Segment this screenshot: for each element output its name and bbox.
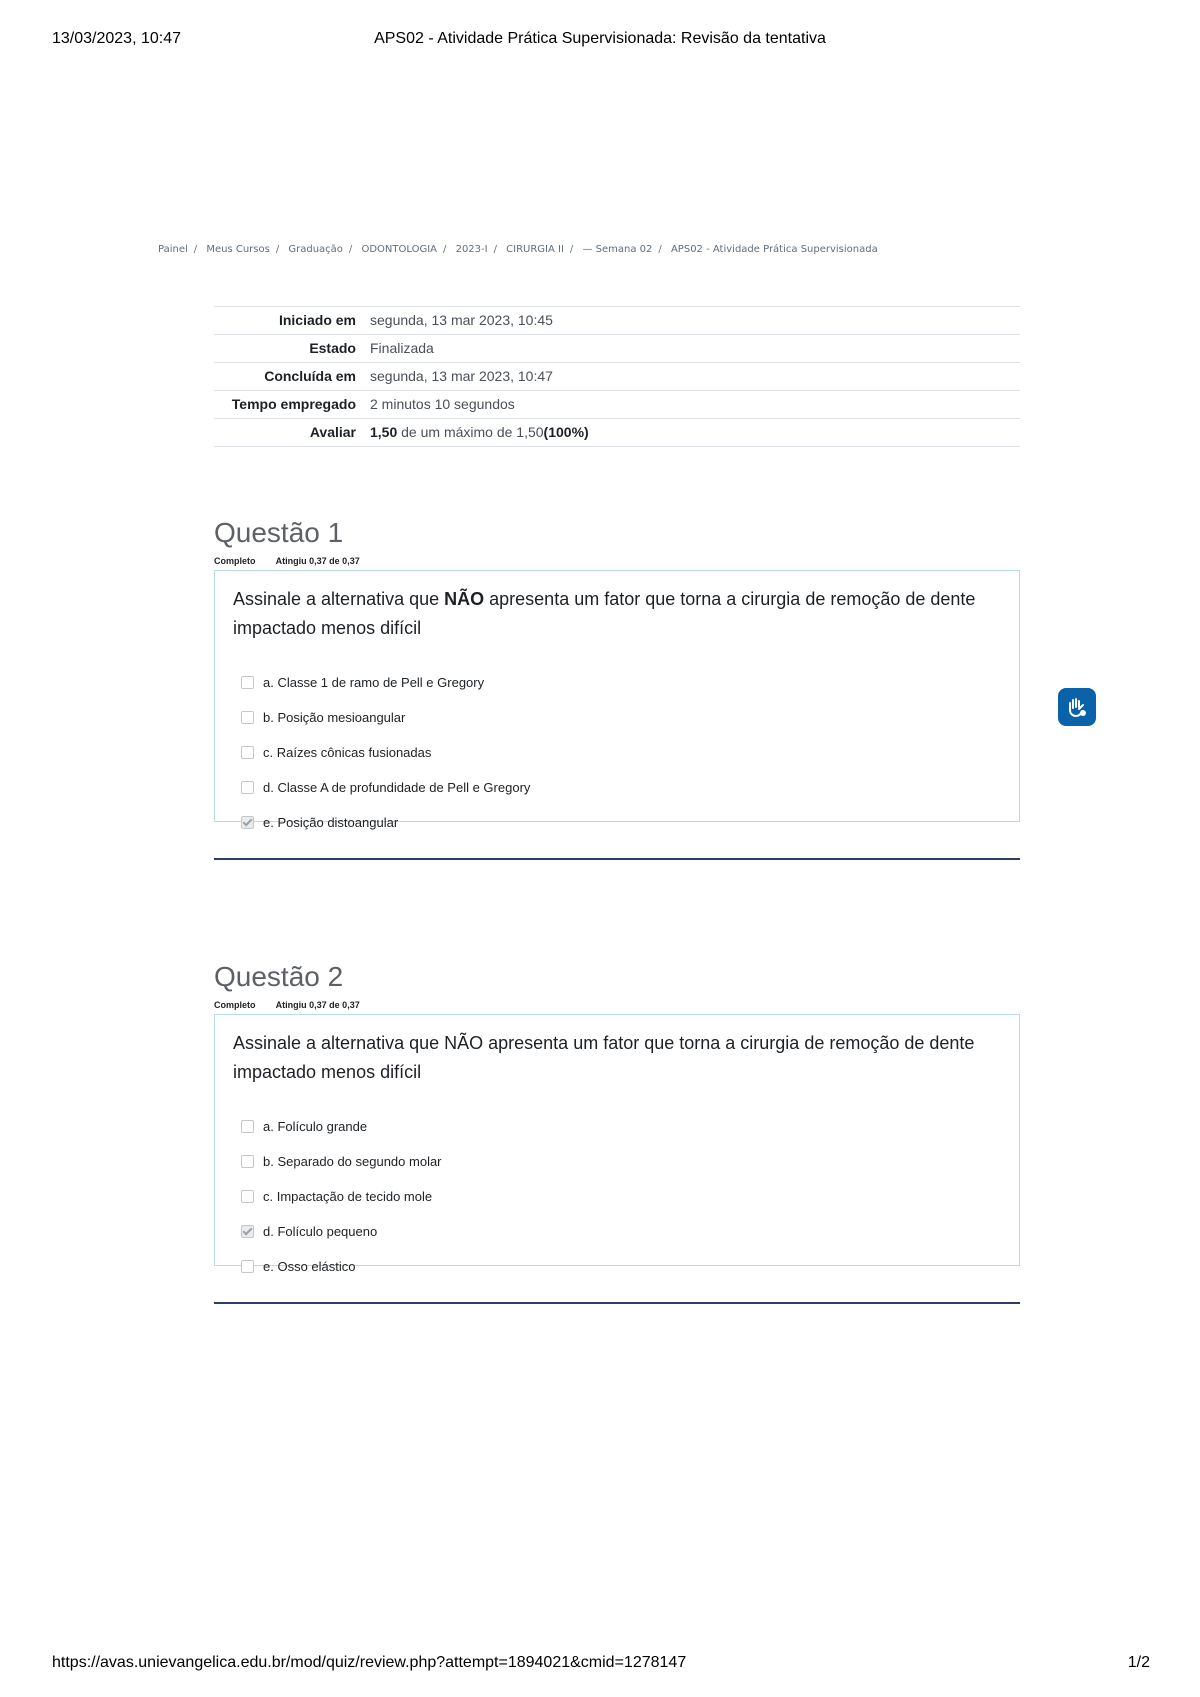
answer-option-e[interactable] — [233, 805, 1001, 840]
breadcrumb-painel[interactable]: Painel — [158, 244, 188, 255]
summary-value: 2 minutos 10 segundos — [370, 396, 515, 412]
question-text — [233, 585, 1001, 643]
print-footer — [0, 1654, 1200, 1676]
breadcrumb-separator: / — [443, 244, 447, 255]
answer-option-c[interactable] — [233, 735, 1001, 770]
answer-option-d[interactable] — [233, 1214, 1001, 1249]
print-title: APS02 - Atividade Prática Supervisionada: Revisão da tentativa — [374, 30, 826, 47]
question-divider — [214, 858, 1020, 860]
print-header — [0, 30, 1200, 52]
checkbox[interactable] — [241, 1260, 254, 1273]
checkbox[interactable] — [241, 1120, 254, 1133]
sign-language-hands-icon — [1064, 694, 1090, 720]
question-text-emphasis: NÃO — [444, 589, 485, 609]
answer-option-label: e. Osso elástico — [263, 1259, 356, 1274]
summary-label: Tempo empregado — [231, 396, 356, 412]
summary-label: Avaliar — [309, 424, 356, 440]
summary-row — [214, 335, 1020, 363]
question-status: Completo — [214, 1000, 256, 1010]
checkbox[interactable] — [241, 676, 254, 689]
answer-option-c[interactable] — [233, 1179, 1001, 1214]
answer-option-label: c. Impactação de tecido mole — [263, 1189, 433, 1204]
question-text-part: Assinale a alternativa que — [233, 589, 445, 609]
answer-option-d[interactable] — [233, 770, 1001, 805]
print-date: 13/03/2023, 10:47 — [52, 30, 182, 47]
summary-row — [214, 307, 1020, 335]
question-text-part: Assinale a alternativa que NÃO apresenta um fator que torna a cirurgia de remoção de dente impactado menos difícil — [233, 1033, 975, 1082]
summary-row — [214, 363, 1020, 391]
page-number: 1/2 — [1127, 1654, 1150, 1671]
grade-percent: (100%) — [543, 424, 589, 440]
breadcrumb-separator: / — [493, 244, 497, 255]
answer-option-b[interactable] — [233, 700, 1001, 735]
checkbox[interactable] — [241, 1190, 254, 1203]
summary-row — [214, 419, 1020, 447]
summary-label: Concluída em — [264, 368, 356, 384]
question-mark: Atingiu 0,37 de 0,37 — [275, 556, 360, 566]
breadcrumb-separator: / — [348, 244, 353, 255]
question-content-box — [214, 570, 1020, 830]
summary-row — [214, 391, 1020, 419]
breadcrumb-semester[interactable]: 2023-I — [455, 244, 488, 255]
grade-score: 1,50 — [370, 424, 398, 440]
attempt-summary-table — [214, 306, 1020, 447]
page-url: https://avas.unievangelica.edu.br/mod/quiz/review.php?attempt=1894021&cmid=1278147 — [52, 1654, 687, 1671]
breadcrumb-activity[interactable]: APS02 - Atividade Prática Supervisionada — [670, 244, 878, 255]
summary-label: Estado — [309, 340, 356, 356]
breadcrumb-separator: / — [658, 244, 662, 255]
answer-option-a[interactable] — [233, 1109, 1001, 1144]
summary-value: Finalizada — [370, 340, 434, 356]
grade-value — [370, 419, 1020, 447]
answer-option-a[interactable] — [233, 665, 1001, 700]
answer-option-e[interactable] — [233, 1249, 1001, 1284]
question-mark: Atingiu 0,37 de 0,37 — [275, 1000, 360, 1010]
question-title: Questão 2 — [214, 961, 344, 992]
answer-option-label: c. Raízes cônicas fusionadas — [263, 745, 432, 760]
question-1 — [214, 516, 1020, 860]
breadcrumb-separator: / — [193, 244, 198, 255]
breadcrumb-separator: / — [569, 244, 574, 255]
breadcrumb-course[interactable]: CIRURGIA II — [506, 244, 564, 255]
question-info — [214, 1000, 1020, 1010]
answer-option-label: b. Separado do segundo molar — [263, 1154, 442, 1169]
breadcrumb-week[interactable]: — Semana 02 — [582, 244, 653, 255]
summary-label: Iniciado em — [278, 312, 356, 328]
answer-option-label: a. Folículo grande — [263, 1119, 368, 1134]
question-status: Completo — [214, 556, 256, 566]
breadcrumb-odontologia[interactable]: ODONTOLOGIA — [361, 244, 438, 255]
question-2 — [214, 960, 1020, 1304]
answer-option-label: e. Posição distoangular — [263, 815, 399, 830]
question-divider — [214, 1302, 1020, 1304]
answer-option-label: d. Classe A de profundidade de Pell e Gregory — [263, 780, 531, 795]
checkbox[interactable] — [241, 711, 254, 724]
question-info — [214, 556, 1020, 566]
question-text-part: apresenta um fator que torna a cirurgia de remoção de dente impactado menos difícil — [233, 589, 976, 638]
breadcrumb-separator: / — [275, 244, 280, 255]
checkbox[interactable] — [241, 1155, 254, 1168]
grade-max: de um máximo de 1,50 — [397, 424, 544, 440]
breadcrumb-meus-cursos[interactable]: Meus Cursos — [206, 244, 270, 255]
answer-option-label: b. Posição mesioangular — [263, 710, 406, 725]
checkbox[interactable] — [241, 781, 254, 794]
breadcrumb-graduacao[interactable]: Graduação — [288, 244, 343, 255]
checkbox-checked[interactable] — [241, 1225, 254, 1238]
accessibility-button[interactable] — [1058, 688, 1096, 726]
answer-option-label: d. Folículo pequeno — [263, 1224, 378, 1239]
checkbox-checked[interactable] — [241, 816, 254, 829]
answer-option-b[interactable] — [233, 1144, 1001, 1179]
question-content-box — [214, 1014, 1020, 1274]
summary-value: segunda, 13 mar 2023, 10:47 — [370, 368, 553, 384]
answer-option-label: a. Classe 1 de ramo de Pell e Gregory — [263, 675, 485, 690]
breadcrumb — [158, 244, 1058, 255]
summary-value: segunda, 13 mar 2023, 10:45 — [370, 312, 553, 328]
checkbox[interactable] — [241, 746, 254, 759]
question-title: Questão 1 — [214, 517, 344, 548]
question-text — [233, 1029, 1001, 1087]
